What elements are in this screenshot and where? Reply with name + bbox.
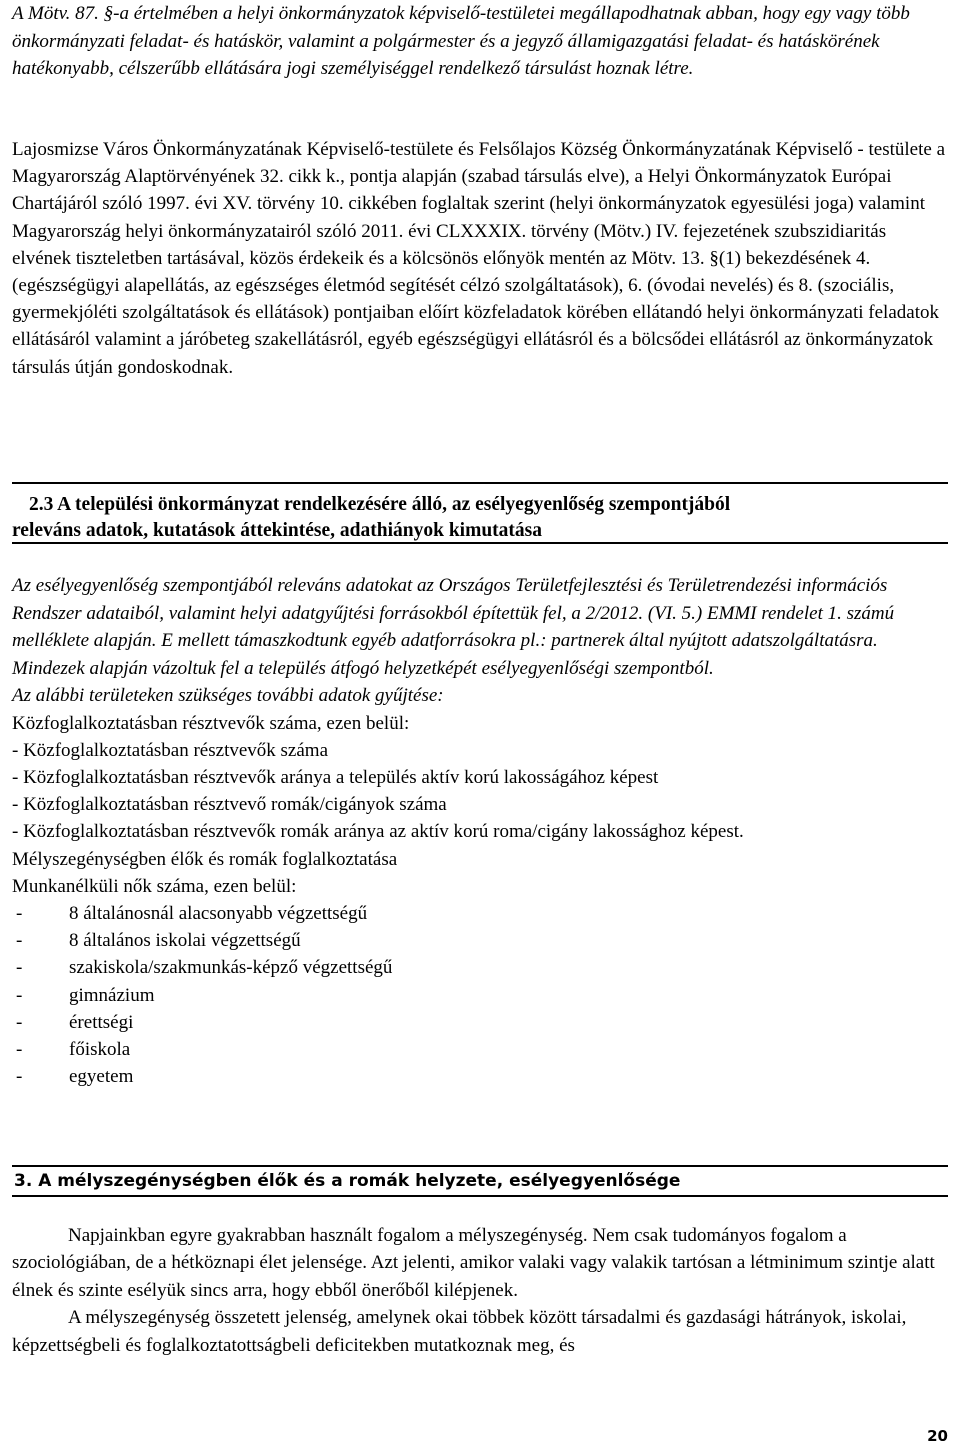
list-item: Közfoglalkoztatásban résztvevők száma, ezen belül:: [12, 712, 410, 734]
list-item-text: gimnázium: [69, 984, 155, 1006]
list-item: [12, 1036, 948, 1063]
section-2-3-heading: [12, 482, 948, 544]
education-level-list: [12, 900, 948, 1090]
section-2-3-body: [12, 572, 948, 1090]
section-3-body: [12, 1222, 948, 1359]
dash-bullet: -: [16, 902, 23, 924]
list-item: [12, 954, 948, 981]
list-item-text: egyetem: [69, 1066, 134, 1088]
list-item-text: 8 általánosnál alacsonyabb végzettségű: [69, 902, 368, 924]
section-2-3-heading-line1: 2.3 A települési önkormányzat rendelkezésére álló, az esélyegyenlőség szempontjából: [29, 494, 731, 515]
list-item-text: szakiskola/szakmunkás-képző végzettségű: [69, 957, 393, 979]
list-item-text: 8 általános iskolai végzettségű: [69, 930, 301, 952]
dash-bullet: -: [16, 930, 23, 952]
list-item: - Közfoglalkoztatásban résztvevő romák/cigányok száma: [12, 794, 447, 816]
list-item: [12, 1009, 948, 1036]
section-3-heading: 3. A mélyszegénységben élők és a romák helyzete, esélyegyenlősége: [12, 1165, 948, 1197]
list-item: - Közfoglalkoztatásban résztvevők aránya a település aktív korú lakosságához képest: [12, 766, 659, 788]
list-item: Munkanélküli nők száma, ezen belül:: [12, 875, 297, 897]
intro-paragraph: A Mötv. 87. §-a értelmében a helyi önkormányzatok képviselő-testületei megállapodhatnak abban, hogy egy vagy több önkormányzati feladat- és hatáskör, valamint a polgármester és a jegyző államigazgatási feladat- és hatáskörének hatékonyabb, célszerűbb ellátására jogi személyiséggel rendelkező társulást hoznak létre.: [12, 3, 910, 79]
list-item-text: érettségi: [69, 1011, 134, 1033]
dash-bullet: -: [16, 984, 23, 1006]
section-2-3-heading-line2: releváns adatok, kutatások áttekintése, adathiányok kimutatása: [12, 520, 542, 541]
list-item: Mélyszegénységben élők és romák foglalkoztatása: [12, 848, 398, 870]
dash-bullet: -: [16, 1038, 23, 1060]
list-item: - Közfoglalkoztatásban résztvevők száma: [12, 739, 329, 761]
list-item: [12, 927, 948, 954]
list-item: [12, 900, 948, 927]
list-item: - Közfoglalkoztatásban résztvevők romák aránya az aktív korú roma/cigány lakossághoz képest.: [12, 821, 744, 843]
page-number: 20: [927, 1427, 948, 1445]
section-3-paragraph-1: Napjainkban egyre gyakrabban használt fogalom a mélyszegénység. Nem csak tudományos fogalom a szociológiában, de a hétköznapi élet jelensége. Azt jelenti, amikor valaki vagy valakik tartósan a létminimum szintje alatt élnek és szinte esélyük sincs arra, hogy ebből önerőből kilépjenek.: [12, 1225, 935, 1301]
data-needs-list: [12, 710, 948, 900]
list-item: [12, 1063, 948, 1090]
list-item-text: főiskola: [69, 1038, 131, 1060]
dash-bullet: -: [16, 957, 23, 979]
section-3-paragraph-2: A mélyszegénység összetett jelenség, amelynek okai többek között társadalmi és gazdasági hátrányok, iskolai, képzettségbeli és foglalkoztatottságbeli deficitekben mutatkoznak meg, és: [12, 1307, 907, 1356]
law-paragraph: Lajosmizse Város Önkormányzatának Képviselő-testülete és Felsőlajos Község Önkormányzatának Képviselő - testülete a Magyarország Alaptörvényének 32. cikk k., pontja alapján (szabad társulás elve), a Helyi Önkormányzatok Európai Chartájáról szóló 1997. évi XV. törvény 10. cikkében foglaltak szerint (helyi önkormányzatok egyesülési joga) valamint Magyarország helyi önkormányzatairól szóló 2011. évi CLXXXIX. törvény (Mötv.) IV. fejezetének szubszidiaritás elvének tiszteletben tartásával, közös érdekeik és a kölcsönös előnyök mentén az Mötv. 13. §(1) bekezdésének 4. (egészségügyi alapellátás, az egészséges életmód segítését célzó szolgáltatások), 6. (óvodai nevelés) és 8. (szociális, gyermekjóléti szolgáltatások és ellátások) pontjaiban előírt közfeladatok körében ellátandó helyi önkormányzati feladatok ellátásáról valamint a járóbeteg szakellátásról, egyéb egészségügyi ellátásról és a bölcsődei ellátásról az önkormányzatok társulás útján gondoskodnak.: [12, 139, 946, 378]
dash-bullet: -: [16, 1011, 23, 1033]
list-item: [12, 982, 948, 1009]
further-data-label: Az alábbi területeken szükséges további adatok gyűjtése:: [12, 685, 444, 706]
dash-bullet: -: [16, 1066, 23, 1088]
data-sources-paragraph: Az esélyegyenlőség szempontjából releváns adatokat az Országos Területfejlesztési és Területrendezési információs Rendszer adataiból, valamint helyi adatgyűjtési forrásokból építettük fel, a 2/2012. (VI. 5.) EMMI rendelet 1. számú melléklete alapján. E mellett támaszkodtunk egyéb adatforrásokra pl.: partnerek által nyújtott adatszolgáltatásra. Mindezek alapján vázoltuk fel a település átfogó helyzetképét esélyegyenlőségi szempontból.: [12, 575, 895, 679]
